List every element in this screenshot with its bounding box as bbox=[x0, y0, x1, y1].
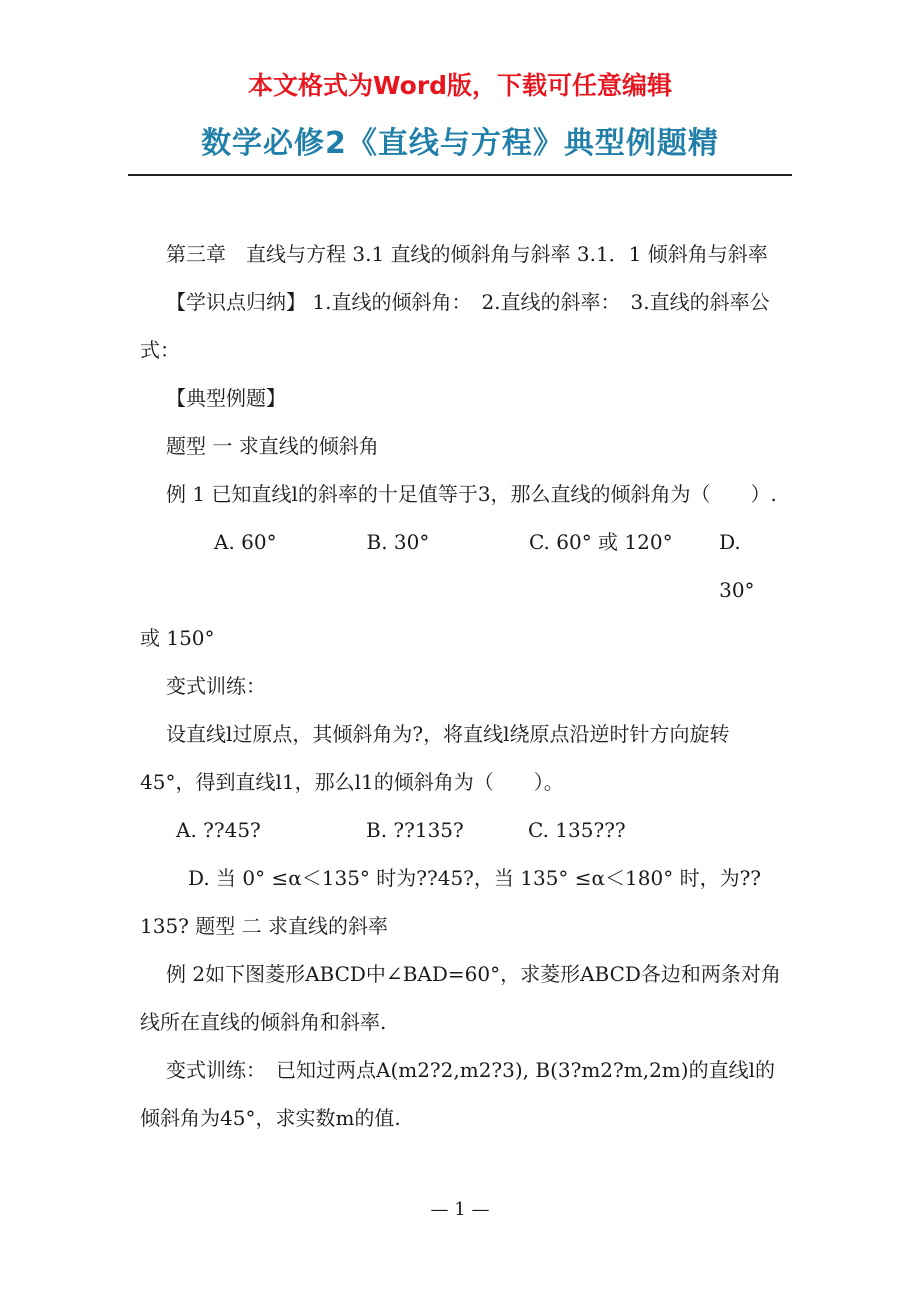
download-banner: 本文格式为Word版，下载可任意编辑 bbox=[247, 71, 673, 100]
variant-training-label: 变式训练： bbox=[166, 674, 266, 698]
knowledge-summary: 【学识点归纳】 1.直线的倾斜角： 2.直线的斜率： 3.直线的斜率公式： bbox=[140, 290, 770, 362]
variant-training-two: 变式训练： 已知过两点A(m2?2,m2?3), B(3?m2?m,2m)的直线l的倾斜角为45°，求实数m的值. bbox=[140, 1058, 775, 1130]
variant-option-d: D. 当 0° ≤α＜135° 时为??45?，当 135° ≤α＜180° 时，为??135? 题型 二 求直线的斜率 bbox=[140, 866, 762, 938]
document-body bbox=[140, 230, 782, 1142]
example-one-options bbox=[140, 518, 782, 614]
option-d: D. 30° bbox=[719, 530, 755, 602]
option-d-continued: 或 150° bbox=[140, 626, 215, 650]
variant-option-b: B. ??135? bbox=[366, 818, 464, 842]
option-c: C. 60° 或 120° bbox=[528, 530, 673, 554]
question-type-one: 题型 一 求直线的倾斜角 bbox=[166, 434, 379, 458]
variant-question: 设直线l过原点，其倾斜角为?，将直线l绕原点沿逆时针方向旋转45°，得到直线l1，那么l1的倾斜角为（ ）。 bbox=[140, 722, 730, 794]
variant-option-a: A. ??45? bbox=[176, 818, 261, 842]
chapter-heading: 第三章 直线与方程 3.1 直线的倾斜角与斜率 3.1．1 倾斜角与斜率 bbox=[166, 242, 768, 266]
typical-examples-heading: 【典型例题】 bbox=[166, 386, 286, 410]
variant-option-c: C. 135??? bbox=[528, 818, 626, 842]
example-two: 例 2如下图菱形ABCD中∠BAD=60°，求菱形ABCD各边和两条对角线所在直线的倾斜角和斜率. bbox=[140, 962, 781, 1034]
option-a: A. 60° bbox=[214, 530, 277, 554]
page-number: — 1 — bbox=[430, 1199, 490, 1220]
variant-options bbox=[140, 806, 782, 854]
title-divider bbox=[128, 174, 792, 176]
option-b: B. 30° bbox=[366, 530, 430, 554]
example-one: 例 1 已知直线l的斜率的十足值等于3，那么直线的倾斜角为（ ）. bbox=[166, 482, 777, 506]
document-title: 数学必修2《直线与方程》典型例题精 bbox=[201, 126, 719, 161]
